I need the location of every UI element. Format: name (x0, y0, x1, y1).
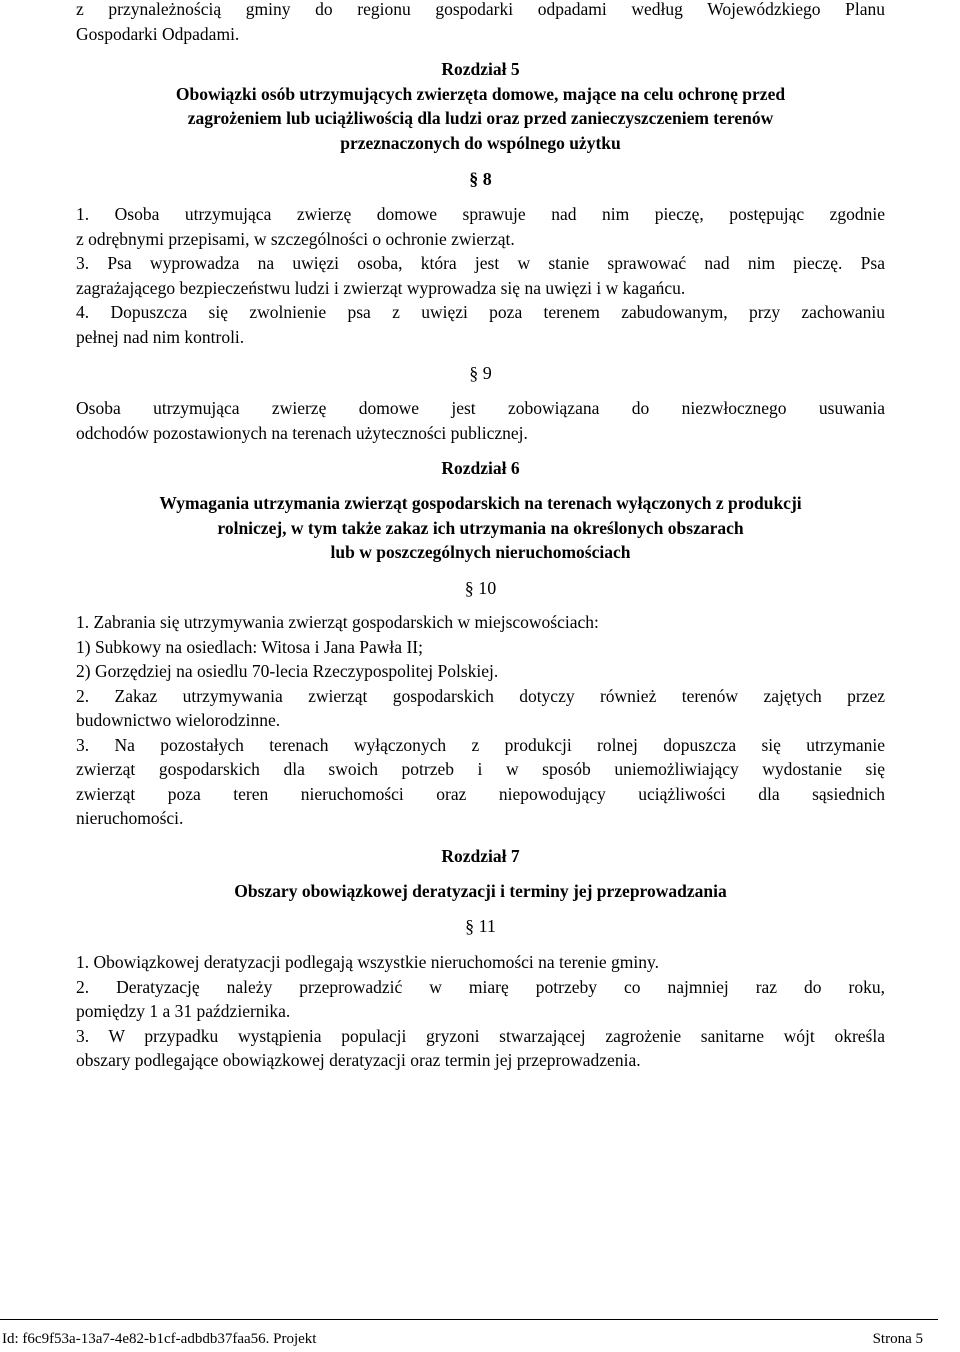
document-id: Id: f6c9f53a-13a7-4e82-b1cf-adbdb37faa56. Projekt (2, 1331, 317, 1347)
chapter-title-line: Obszary obowiązkowej deratyzacji i terminy jej przeprowadzania (234, 881, 727, 901)
text-line: 2. Zakaz utrzymywania zwierząt gospodarskich dotyczy również terenów zajętych przez (76, 685, 885, 706)
text-line: Osoba utrzymująca zwierzę domowe jest zobowiązana do niezwłocznego usuwania (76, 398, 885, 418)
section-mark: § 8 (469, 169, 492, 189)
text-line: 3. Psa wyprowadza na uwięzi osoba, która jest w stanie sprawować nad nim pieczę. Psa (76, 253, 885, 273)
section-9-mark (76, 361, 885, 386)
section-10-body (76, 610, 885, 831)
page-footer (0, 1315, 960, 1347)
text-line: budownictwo wielorodzinne. (76, 710, 281, 730)
text-line: obszary podlegające obowiązkowej deratyzacji oraz termin jej przeprowadzenia. (76, 1050, 641, 1070)
chapter-5-heading (76, 57, 885, 155)
continuation-paragraph (76, 0, 885, 46)
text-line: 1. Zabrania się utrzymywania zwierząt gospodarskich w miejscowościach: (76, 612, 599, 632)
text-line: 3. W przypadku wystąpienia populacji gryzoni stwarzającej zagrożenie sanitarne wójt określa (76, 1025, 885, 1046)
section-8-mark (76, 167, 885, 192)
list-item: 2) Gorzędziej na osiedlu 70-lecia Rzeczypospolitej Polskiej. (76, 661, 499, 681)
text-line: nieruchomości. (76, 808, 184, 828)
text-line: 1. Obowiązkowej deratyzacji podlegają wszystkie nieruchomości na terenie gminy. (76, 952, 659, 972)
section-mark: § 10 (464, 578, 497, 598)
section-10-mark (76, 576, 885, 601)
chapter-label: Rozdział 6 (441, 458, 520, 478)
text-line: 4. Dopuszcza się zwolnienie psa z uwięzi poza terenem zabudowanym, przy zachowaniu (76, 302, 885, 322)
text-line: zagrażającego bezpieczeństwu ludzi i zwierząt wyprowadza się na uwięzi i w kagańcu. (76, 277, 686, 298)
text-line: pełnej nad nim kontroli. (76, 326, 245, 347)
text-line: z przynależnością gminy do regionu gospodarki odpadami według Wojewódzkiego Planu (76, 0, 885, 19)
chapter-title-line: zagrożeniem lub uciążliwością dla ludzi oraz przed zanieczyszczeniem terenów (187, 108, 774, 128)
chapter-label: Rozdział 7 (441, 846, 520, 866)
chapter-title-line: lub w poszczególnych nieruchomościach (330, 542, 631, 562)
text-line: pomiędzy 1 a 31 października. (76, 1001, 291, 1021)
section-11-mark (76, 914, 885, 939)
section-8-body (76, 202, 885, 349)
chapter-7-title (76, 879, 885, 904)
chapter-7-heading (76, 844, 885, 869)
text-line: Gospodarki Odpadami. (76, 23, 240, 44)
text-line: zwierząt gospodarskich dla swoich potrzeb i w sposób uniemożliwiający wydostanie się (76, 759, 885, 779)
text-line: odchodów pozostawionych na terenach użyteczności publicznej. (76, 422, 528, 443)
chapter-title-line: Obowiązki osób utrzymujących zwierzęta domowe, mające na celu ochronę przed (175, 83, 786, 104)
chapter-title-line: przeznaczonych do wspólnego użytku (340, 132, 621, 153)
section-mark: § 11 (465, 916, 496, 936)
chapter-title-line: Wymagania utrzymania zwierząt gospodarskich na terenach wyłączonych z produkcji (159, 493, 802, 513)
section-mark: § 9 (469, 363, 492, 383)
chapter-6-heading (76, 456, 885, 481)
text-line: 3. Na pozostałych terenach wyłączonych z produkcji rolnej dopuszcza się utrzymanie (76, 734, 885, 755)
text-line: zwierząt poza teren nieruchomości oraz niepowodujący uciążliwości dla sąsiednich (76, 783, 885, 804)
chapter-title-line: rolniczej, w tym także zakaz ich utrzymania na określonych obszarach (217, 517, 744, 538)
chapter-6-title (76, 491, 885, 565)
text-line: z odrębnymi przepisami, w szczególności o ochronie zwierząt. (76, 228, 515, 249)
list-item: 1) Subkowy na osiedlach: Witosa i Jana Pawła II; (76, 636, 423, 657)
page-number: Strona 5 (872, 1331, 923, 1347)
text-line: 2. Deratyzację należy przeprowadzić w miarę potrzeby co najmniej raz do roku, (76, 976, 885, 997)
section-9-body (76, 396, 885, 445)
section-11-body (76, 950, 885, 1073)
chapter-label: Rozdział 5 (441, 59, 520, 79)
text-line: 1. Osoba utrzymująca zwierzę domowe sprawuje nad nim pieczę, postępując zgodnie (76, 204, 885, 224)
footer-divider (0, 1319, 938, 1320)
